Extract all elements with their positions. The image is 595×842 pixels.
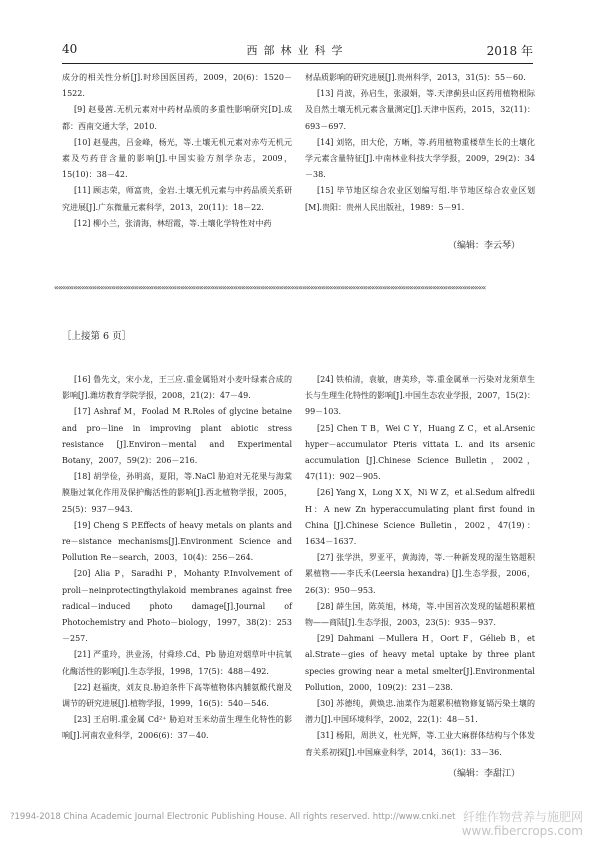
watermark-title: 纤维作物营养与施肥网 [462, 810, 583, 824]
reference-item: [20] Alia P，Saradhi P，Mohanty P.Involvement of proli－neinprotectingthylakoid membranes against free radical－induced photo damage[J].Journal of Photochemistry and Photo－biology，1997，38(2)：253－257. [62, 569, 292, 644]
reference-item: [11] 顾志荣，师富贵，金岩.土壤无机元素与中药品质关系研究进展[J].广东微量元素科学，2013，20(11)：18－22. [62, 186, 292, 212]
copyright-footer: ?1994-2018 China Academic Journal Electronic Publishing House. All rights reserved. http://www.cnki.net [10, 812, 456, 822]
references-bottom-left [62, 372, 292, 745]
reference-item: [29] Dahmani －Mullera H，Oort F，Gélieb B，et al.Strate－gies of heavy metal uptake by three plant species growing near a metal smelter[J].Environmental Pollution，2000，109(2)：231－238. [305, 634, 535, 692]
reference-item: [18] 胡学俭，孙明高，夏阳，等.NaCl 胁迫对无花果与海棠膜脂过氧化作用及保护酶活性的影响[J].西北植物学报，2005，25(5)：937－943. [62, 472, 292, 514]
reference-item: [23] 王启明.重金属 Cd²⁺ 胁迫对玉米幼苗生理生化特性的影响[J].河南农业科学，2006(6)：37－40. [62, 715, 292, 741]
reference-item: [24] 铁柏清，袁敏，唐美珍，等.重金属单一污染对龙须草生长与生理生化特性的影响[J].中国生态农业学报，2007，15(2)：99－103. [305, 375, 535, 417]
references-top-right [305, 70, 535, 216]
reference-item: [9] 赵曼茜.无机元素对中药材品质的多重性影响研究[D].成都：西南交通大学，2010. [62, 105, 292, 131]
editor-note-bottom: （编辑：李甜江） [448, 769, 521, 779]
reference-item: 材品质影响的研究进展[J].贵州科学，2013，31(5)：55－60. [305, 73, 526, 82]
reference-item: [14] 刘铭，田大伦，方晰，等.药用植物重楼草生长的土壤化学元素含量特征[J].中南林业科技大学学报，2009，29(2)：34－38. [305, 137, 535, 180]
page-number: 40 [62, 42, 78, 56]
reference-item: [19] Cheng S P.Effects of heavy metals on plants and re－sistance mechanisms[J].Environment Science and Pollution Re－search，2003，10(4)：256－264. [62, 520, 292, 563]
reference-item: [26] Yang X，Long X X，Ni W Z，et al.Sedum alfredii H：A new Zn hyperaccumulating plant first found in China [J].Chinese Science Bulletin，2002，47(19)：1634－1637. [305, 488, 535, 547]
page-header [62, 42, 533, 60]
references-top-left [62, 70, 292, 232]
reference-item: [12] 柳小兰，张清海，林绍霞，等.土壤化学特性对中药 [74, 218, 272, 228]
reference-item: [21] 严重玲，洪业汤，付舜珍.Cd、Pb 胁迫对烟草叶中抗氧化酶活性的影响[J].生态学报，1998，17(5)：488－492. [62, 650, 292, 676]
issue-year: 2018 年 [486, 44, 533, 58]
reference-item: [15] 毕节地区综合农业区划编写组.毕节地区综合农业区划[M].贵阳：贵州人民出版社，1989：5－91. [305, 186, 535, 212]
header-rule [62, 63, 533, 64]
editor-note-top: （编辑：李云琴） [448, 241, 521, 251]
reference-item: [17] Ashraf M，Foolad M R.Roles of glycine betaine and pro－line in improving plant abiotic stress resistance [J].Environ－mental and Experimental Botany，2007，59(2)：206－216. [62, 407, 292, 466]
reference-item: [10] 赵曼茜，吕金峰，杨光，等.土壤无机元素对赤芍无机元素及芍药苷含量的影响[J].中国实验方剂学杂志，2009，15(10)：38－42. [62, 137, 292, 180]
site-watermark [462, 810, 583, 838]
section-divider: ««««««««««««««««««««««««««««««««««««««««««««««««««««««««««««««««««««««««««««««««««««««««««««««««««««««««««««««««« [54, 283, 486, 291]
reference-item: [13] 肖波，孙启生，张淑娟，等.天津蓟县山区药用植物根际及自然土壤无机元素含量测定[J].天津中医药，2015，32(11)：693－697. [305, 89, 535, 131]
reference-item: [28] 薛生国，陈英旭，林琦，等.中国首次发现的锰超积累植物——商陆[J].生态学报，2003，23(5)：935－937. [305, 601, 535, 628]
reference-item: [31] 杨阳，周洪义，杜光辉，等.工业大麻群体结构与个体发育关系初探[J].中国麻业科学，2014，36(1)：33－36. [305, 731, 535, 757]
watermark-url: www.fibercrops.com [461, 824, 583, 838]
reference-item: 成分的相关性分析[J].时珍国医国药，2009，20(6)：1520－1522. [62, 73, 292, 99]
reference-item: [30] 苏德纯，黄焕忠.油菜作为超累积植物修复镉污染土壤的潜力[J].中国环境科学，2002，22(1)：48－51. [305, 699, 535, 725]
reference-item: [27] 张学洪，罗亚平，黄海涛，等.一种新发现的湿生铬超积累植物——李氏禾(Leersia hexandra) [J].生态学报，2006，26(3)：950－953. [305, 553, 535, 595]
reference-item: [25] Chen T B，Wei C Y，Huang Z C，et al.Arsenic hyper－accumulator Pteris vittata L. and its arsenic accumulation [J].Chinese Science Bulletin，2002，47(11)：902－905. [305, 423, 535, 482]
reference-item: [22] 赵福庚，刘友良.胁迫条件下高等植物体内脯氨酸代谢及调节的研究进展[J].植物学报，1999，16(5)：540－546. [62, 682, 292, 709]
reference-item: [16] 鲁先文，宋小龙，王三应.重金属铅对小麦叶绿素合成的影响[J].潍坊教育学院学报，2008，21(2)：47－49. [62, 375, 292, 401]
journal-title: 西部林业科学 [246, 44, 349, 57]
references-bottom-right [305, 372, 535, 761]
continued-from-label: ［上接第 6 页］ [62, 331, 132, 342]
